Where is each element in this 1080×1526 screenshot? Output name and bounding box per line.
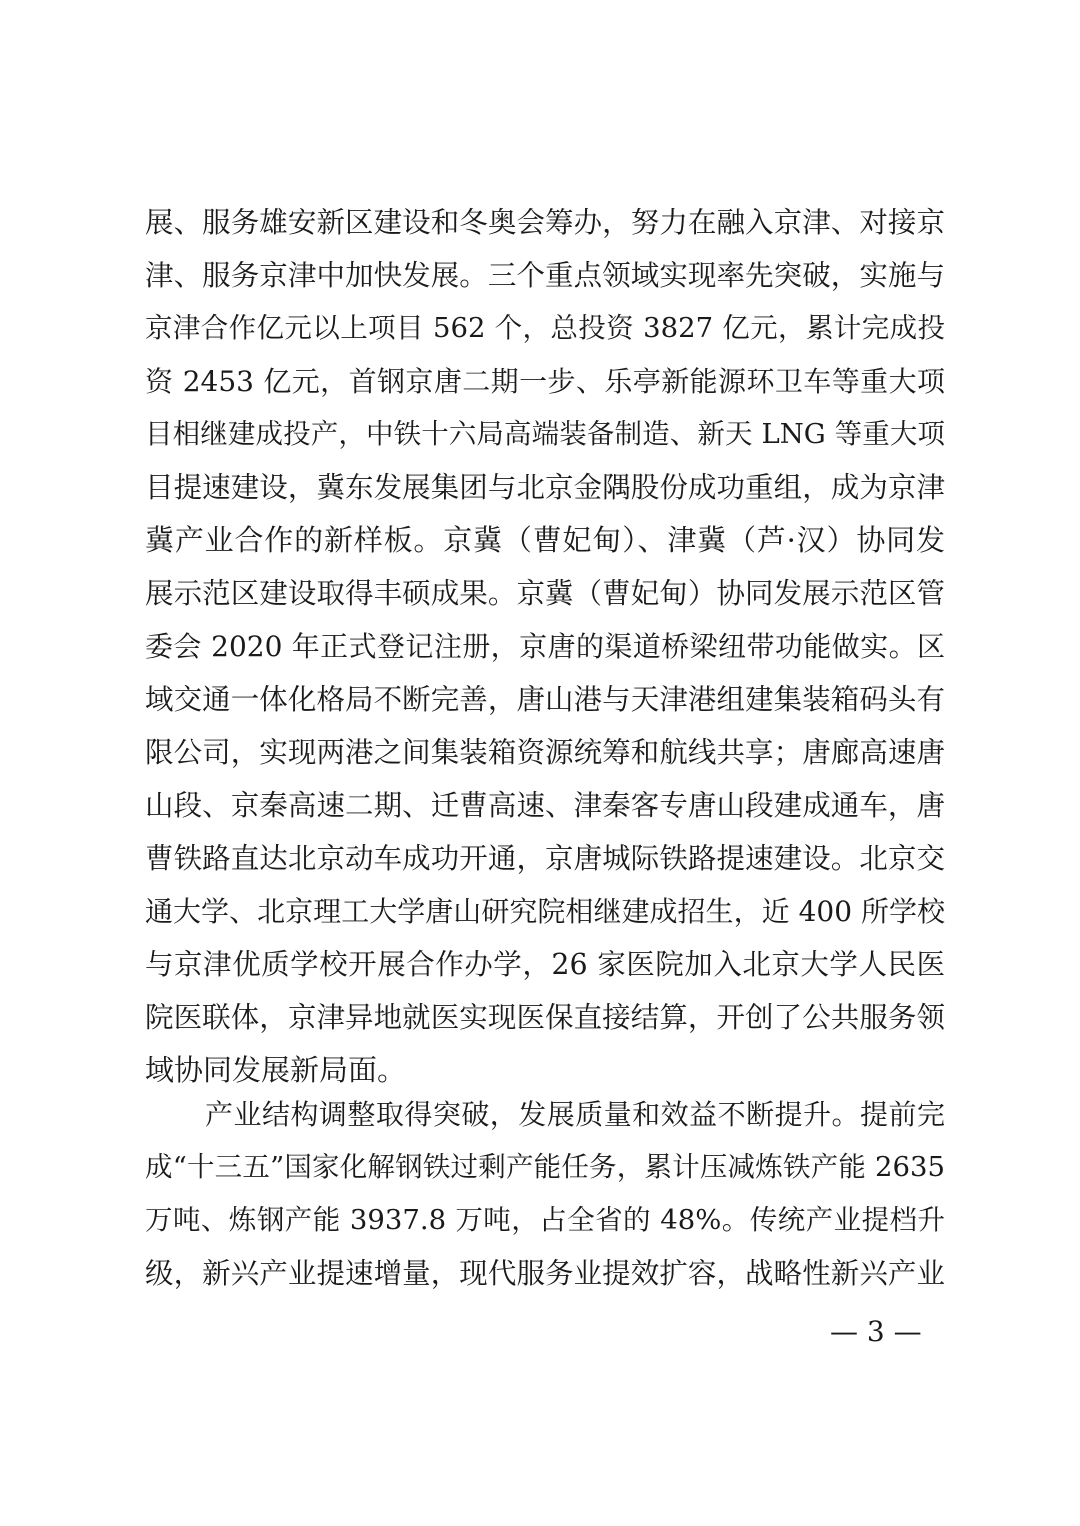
text-line: 产业结构调整取得突破，发展质量和效益不断提升。提前完 [205,1098,945,1131]
text-line: 限公司，实现两港之间集装箱资源统筹和航线共享；唐廊高速唐 [145,736,945,769]
text-line: 成“十三五”国家化解钢铁过剩产能任务，累计压减炼铁产能 2635 [145,1151,945,1183]
paragraph-2 [145,1088,945,1300]
text-line: 通大学、北京理工大学唐山研究院相继建成招生，近 400 所学校 [145,895,945,928]
text-line: 曹铁路直达北京动车成功开通，京唐城际铁路提速建设。北京交 [145,842,945,875]
paragraph-1 [145,196,945,1097]
text-line: 目提速建设，冀东发展集团与北京金隅股份成功重组，成为京津 [145,471,945,504]
page-number: — 3 — [830,1315,922,1348]
text-line: 院医联体，京津异地就医实现医保直接结算，开创了公共服务领 [145,1001,945,1034]
text-line: 域协同发展新局面。 [145,1053,407,1087]
text-line: 资 2453 亿元，首钢京唐二期一步、乐亭新能源环卫车等重大项 [145,365,945,398]
text-line: 万吨、炼钢产能 3937.8 万吨，占全省的 48%。传统产业提档升 [145,1204,945,1236]
text-line: 委会 2020 年正式登记注册，京唐的渠道桥梁纽带功能做实。区 [145,630,945,663]
text-line: 展示范区建设取得丰硕成果。京冀（曹妃甸）协同发展示范区管 [145,577,945,610]
text-line: 京津合作亿元以上项目 562 个，总投资 3827 亿元，累计完成投 [145,312,945,344]
text-line: 级，新兴产业提速增量，现代服务业提效扩容，战略性新兴产业 [145,1257,945,1290]
text-line: 冀产业合作的新样板。京冀（曹妃甸）、津冀（芦·汉）协同发 [145,523,945,557]
text-line: 与京津优质学校开展合作办学，26 家医院加入北京大学人民医 [145,948,945,981]
text-line: 山段、京秦高速二期、迁曹高速、津秦客专唐山段建成通车，唐 [145,789,945,822]
text-line: 津、服务京津中加快发展。三个重点领域实现率先突破，实施与 [145,259,945,292]
text-line: 域交通一体化格局不断完善，唐山港与天津港组建集装箱码头有 [145,683,945,716]
text-line: 展、服务雄安新区建设和冬奥会筹办，努力在融入京津、对接京 [145,206,945,239]
text-line: 目相继建成投产，中铁十六局高端装备制造、新天 LNG 等重大项 [145,418,945,450]
